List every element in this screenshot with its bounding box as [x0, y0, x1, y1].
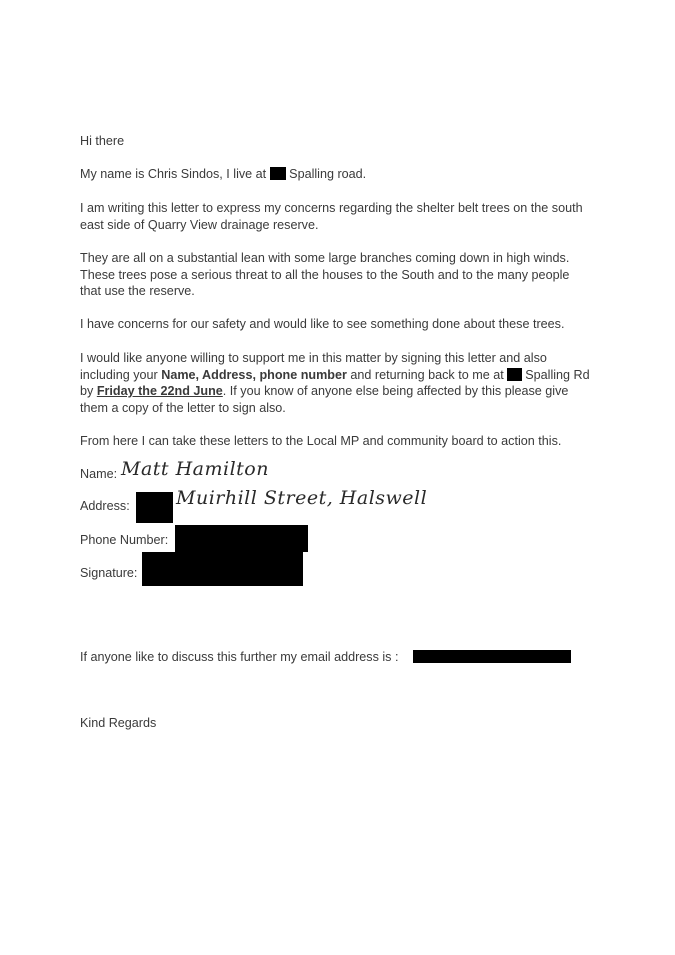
redacted-address-number [136, 492, 173, 523]
lean-paragraph: They are all on a substantial lean with some large branches coming down in high winds. These trees pose a serious threat to all the houses to the South and to the many people that use the reserve. [80, 251, 570, 299]
handwritten-address: Muirhill Street, Halswell [176, 487, 428, 509]
greeting: Hi there [80, 134, 125, 148]
closing: Kind Regards [80, 716, 157, 730]
redacted-return-number [507, 368, 522, 381]
signature-label: Signature: [80, 566, 138, 580]
intro-street: Spalling road. [289, 167, 367, 181]
name-label: Name: [80, 467, 118, 481]
safety-paragraph: I have concerns for our safety and would like to see something done about these trees. [80, 317, 565, 331]
redacted-phone [175, 525, 308, 552]
request-deadline: Friday the 22nd June [96, 384, 223, 399]
redacted-email [413, 650, 571, 663]
handwritten-name: Matt Hamilton [121, 458, 269, 480]
request-text-b: and returning back to me at [350, 367, 504, 382]
action-paragraph: From here I can take these letters to the Local MP and community board to action this. [80, 434, 562, 448]
address-label: Address: [80, 499, 130, 513]
intro-paragraph [80, 166, 600, 183]
intro-text: My name is Chris Sindos, I live at [80, 167, 267, 181]
request-paragraph [80, 350, 592, 417]
request-text-c: Spalling Rd by [80, 367, 590, 399]
phone-label: Phone Number: [80, 533, 169, 547]
request-text-a: I would like anyone willing to support me in this matter by signing this letter and also including your [80, 351, 547, 382]
request-text-d: . If you know of anyone else being affected by this please give them a copy of the letter to sign also. [80, 384, 569, 416]
email-text: If anyone like to discuss this further my email address is : [80, 650, 399, 664]
redacted-house-number [270, 167, 286, 180]
concern-paragraph: I am writing this letter to express my concerns regarding the shelter belt trees on the south east side of Quarry View drainage reserve. [80, 201, 583, 232]
request-fields: Name, Address, phone number [161, 367, 347, 382]
redacted-signature [142, 552, 303, 586]
